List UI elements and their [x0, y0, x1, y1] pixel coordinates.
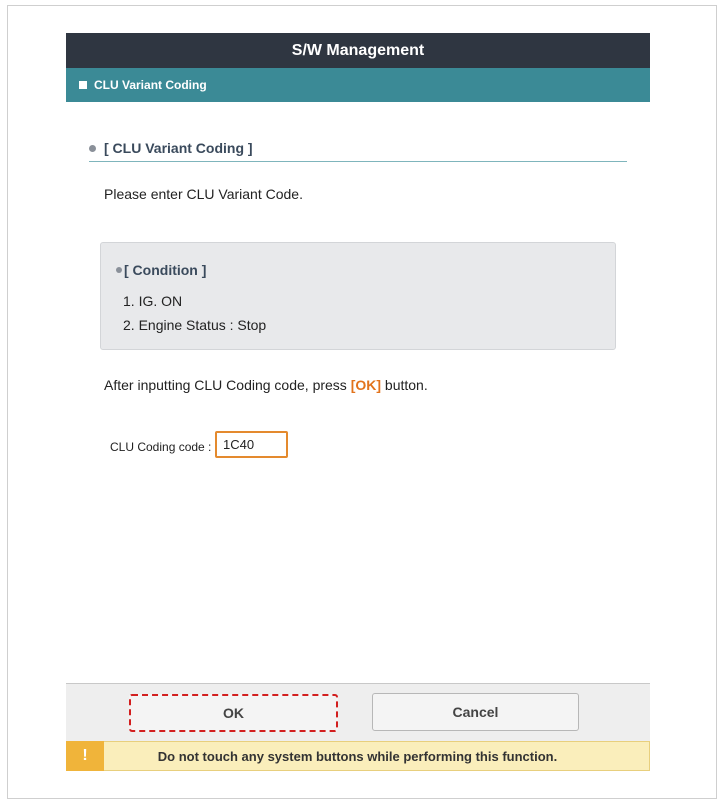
condition-box — [100, 242, 616, 350]
intro-text: Please enter CLU Variant Code. — [104, 186, 303, 202]
ok-highlight: [OK] — [350, 377, 382, 393]
condition-item: 1. IG. ON — [123, 293, 183, 309]
coding-code-input[interactable] — [215, 431, 288, 458]
window-title — [66, 33, 650, 68]
function-bar — [66, 68, 650, 102]
button-bar — [66, 683, 650, 741]
window-title-text: S/W Management — [291, 41, 425, 59]
instruction-after: button. — [381, 377, 428, 393]
warning-text: Do not touch any system buttons while performing this function. — [157, 748, 558, 764]
cancel-button[interactable] — [372, 693, 579, 731]
warning-bar — [66, 741, 650, 771]
ok-button-label: OK — [223, 705, 244, 721]
warning-icon: ! — [66, 741, 104, 771]
section-title-text: [ CLU Variant Coding ] — [104, 140, 253, 156]
function-bar-label: CLU Variant Coding — [94, 78, 207, 92]
condition-title-text: [ Condition ] — [124, 262, 207, 278]
ok-button[interactable] — [129, 694, 338, 732]
instruction-text — [104, 377, 428, 393]
bullet-dot-icon — [116, 267, 122, 273]
square-bullet-icon — [79, 81, 87, 89]
condition-title — [116, 262, 206, 278]
bullet-dot-icon — [89, 145, 96, 152]
condition-item: 2. Engine Status : Stop — [123, 317, 267, 333]
sw-management-window — [66, 33, 650, 771]
section-title — [89, 135, 627, 162]
coding-code-label: CLU Coding code : — [110, 440, 212, 454]
instruction-before: After inputting CLU Coding code, press — [104, 377, 351, 393]
cancel-button-label: Cancel — [452, 704, 499, 720]
